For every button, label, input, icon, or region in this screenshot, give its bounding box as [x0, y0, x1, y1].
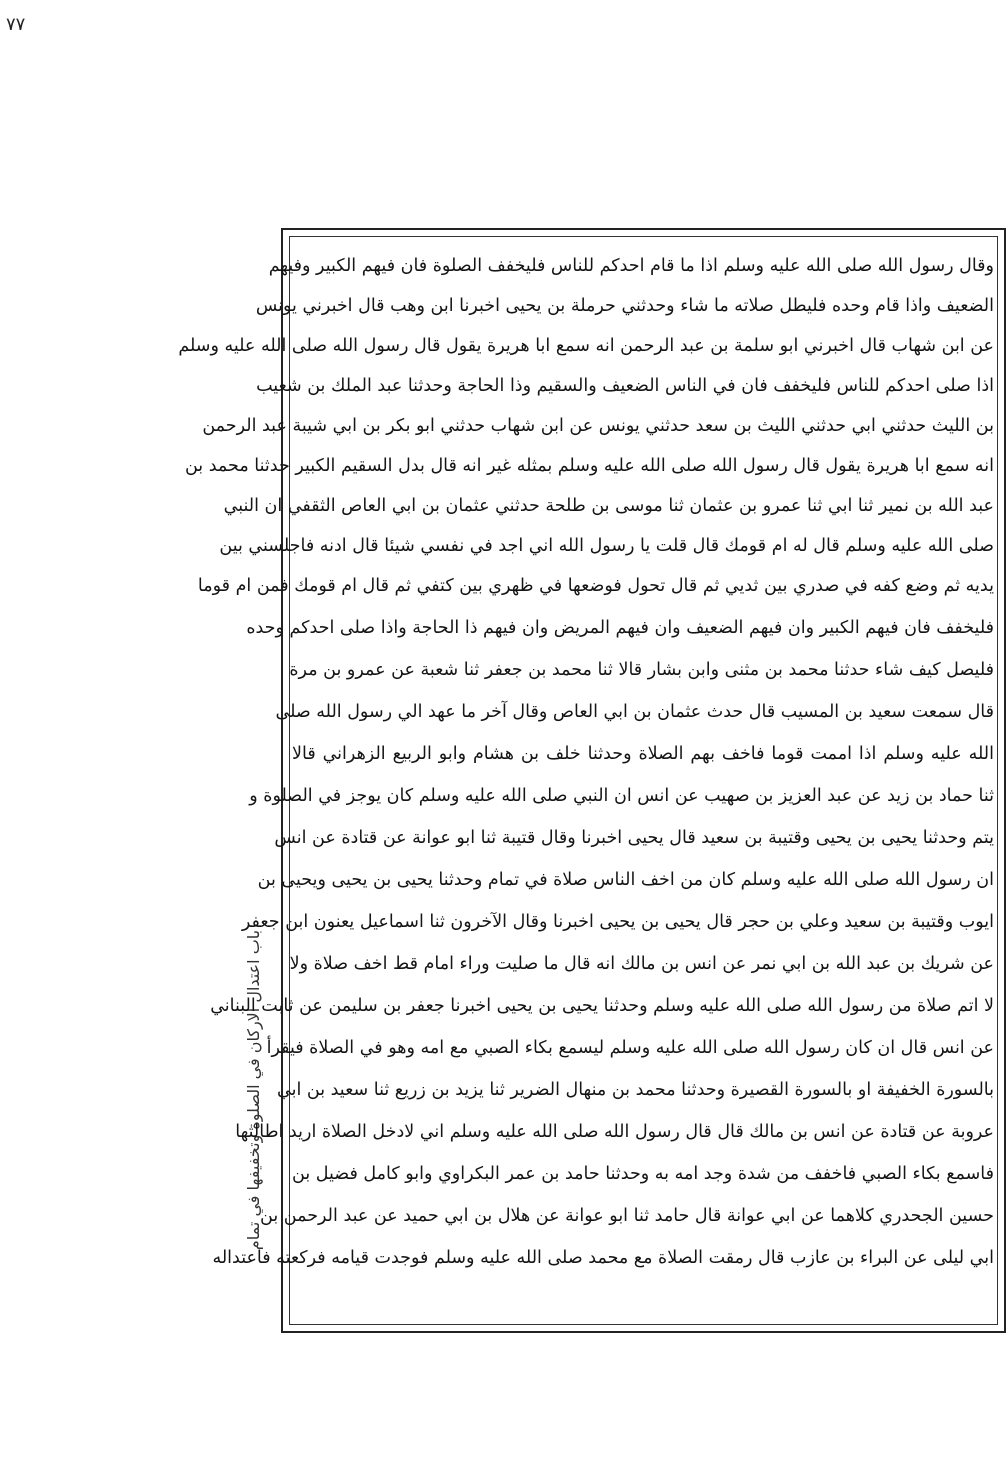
- text-line: ثنا حماد بن زيد عن عبد العزيز بن صهيب عن انس ان النبي صلى الله عليه وسلم كان يوجز في الصلوة و: [249, 786, 994, 806]
- text-line: صلى الله عليه وسلم قال له ام قومك قال قلت يا رسول الله اني اجد في نفسي شيئا قال ادنه فاجلسني بين: [219, 536, 994, 556]
- text-line: فليصل كيف شاء حدثنا محمد بن مثنى وابن بشار قالا ثنا محمد بن جعفر ثنا شعبة عن عمرو بن مرة: [289, 660, 994, 680]
- text-line: عن شريك بن عبد الله بن ابي نمر عن انس بن مالك انه قال ما صليت وراء امام قط اخف صلاة ولا: [289, 954, 994, 974]
- text-line: يديه ثم وضع كفه في صدري بين ثديي ثم قال تحول فوضعها في ظهري بين كتفي ثم قال ام قومك فمن ام قوما: [197, 576, 994, 596]
- page-number: ٧٧: [6, 14, 26, 35]
- margin-note-text: باب اعتدال الاركان في الصلوة وتخفيفها في تمام: [244, 929, 263, 1251]
- text-line: عبد الله بن نمير ثنا ابي ثنا عمرو بن عثمان ثنا موسى بن طلحة حدثني عثمان بن ابي العاص الثقفي ان النبي: [223, 496, 994, 516]
- text-line: الضعيف واذا قام وحده فليطل صلاته ما شاء وحدثني حرملة بن يحيى اخبرنا ابن وهب قال اخبرني يونس: [255, 296, 994, 316]
- text-line: لا اتم صلاة من رسول الله صلى الله عليه وسلم وحدثنا يحيى بن يحيى اخبرنا جعفر بن سليمن عن ثابت البناني: [210, 996, 994, 1016]
- text-line: انه سمع ابا هريرة يقول قال رسول الله صلى الله عليه وسلم بمثله غير انه قال بدل السقيم الكبير حدثنا محمد بن: [184, 456, 994, 476]
- text-line: بن الليث حدثني ابي حدثني الليث بن سعد حدثني يونس عن ابن شهاب حدثني ابو بكر بن ابي شيبة عبد الرحمن: [202, 416, 994, 436]
- text-line: ان رسول الله صلى الله عليه وسلم كان من اخف الناس صلاة في تمام وحدثنا يحيى بن يحيى ويحيى بن: [257, 870, 994, 890]
- margin-note: [234, 880, 274, 1300]
- text-line: الله عليه وسلم اذا اممت قوما فاخف بهم الصلاة وحدثنا خلف بن هشام وابو الربيع الزهراني قالا: [292, 744, 994, 764]
- text-line: بالسورة الخفيفة او بالسورة القصيرة وحدثنا محمد بن منهال الضرير ثنا يزيد بن زريع ثنا سعيد بن ابي: [276, 1080, 994, 1100]
- text-line: فليخفف فان فيهم الكبير وان فيهم الضعيف وان فيهم المريض وان فيهم ذا الحاجة واذا صلى احدكم وحده: [246, 618, 994, 638]
- text-line: عروبة عن قتادة عن انس بن مالك قال قال رسول الله صلى الله عليه وسلم اني لادخل الصلاة اريد اطالتها: [235, 1122, 994, 1142]
- text-line: ابي ليلى عن البراء بن عازب قال رمقت الصلاة مع محمد صلى الله عليه وسلم فوجدت قيامه فركعته فاعتداله: [212, 1248, 994, 1268]
- text-line: اذا صلى احدكم للناس فليخفف فان في الناس الضعيف والسقيم وذا الحاجة وحدثنا عبد الملك بن شعيب: [256, 376, 994, 396]
- text-line: حسين الجحدري كلاهما عن ابي عوانة قال حامد ثنا ابو عوانة عن هلال بن ابي حميد عن عبد الرحمن بن: [260, 1206, 994, 1226]
- text-line: فاسمع بكاء الصبي فاخفف من شدة وجد امه به وحدثنا حامد بن عمر البكراوي وابو كامل فضيل بن: [292, 1164, 994, 1184]
- text-line: يتم وحدثنا يحيى بن يحيى وقتيبة بن سعيد قال يحيى اخبرنا وقال قتيبة ثنا ابو عوانة عن قتادة عن انس: [274, 828, 994, 848]
- text-line: ايوب وقتيبة بن سعيد وعلي بن حجر قال يحيى بن يحيى اخبرنا وقال الآخرون ثنا اسماعيل يعنون ابن جعفر: [241, 912, 994, 932]
- text-line: قال سمعت سعيد بن المسيب قال حدث عثمان بن ابي العاص وقال آخر ما عهد الي رسول الله صلى: [275, 702, 994, 722]
- text-line: عن انس قال ان كان رسول الله صلى الله عليه وسلم ليسمع بكاء الصبي مع امه وهو في الصلاة فيقرأ: [266, 1038, 994, 1058]
- text-line: عن ابن شهاب قال اخبرني ابو سلمة بن عبد الرحمن انه سمع ابا هريرة يقول قال رسول الله صلى الله عليه وسلم: [178, 336, 994, 356]
- text-line: وقال رسول الله صلى الله عليه وسلم اذا ما قام احدكم للناس فليخفف الصلوة فان فيهم الكبير وفيهم: [268, 256, 994, 276]
